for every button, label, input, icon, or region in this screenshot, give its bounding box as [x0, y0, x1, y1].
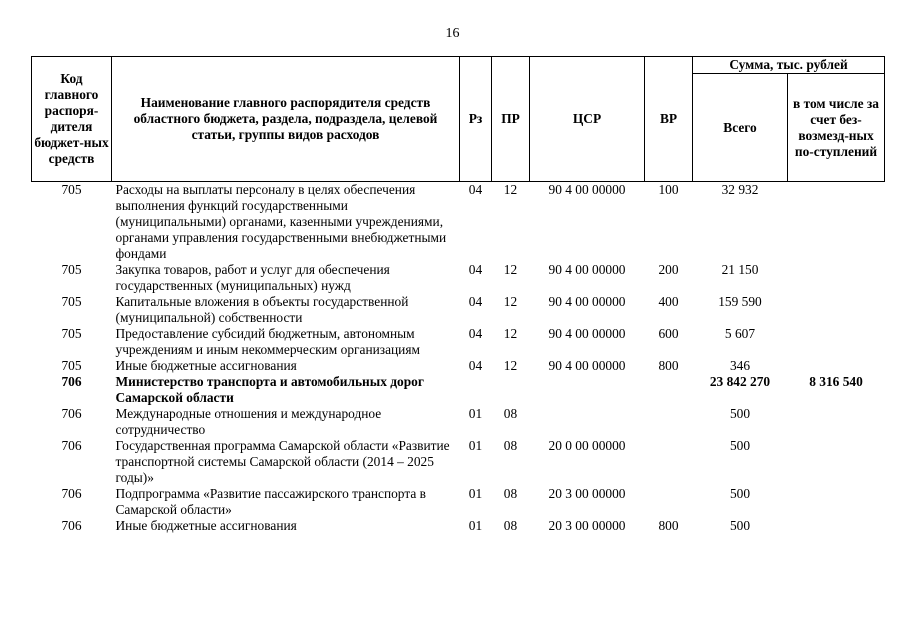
- cell-free: [788, 518, 885, 534]
- table-row: [32, 374, 885, 406]
- cell-vr: 200: [658, 262, 679, 277]
- cell-rz: 04: [468, 358, 483, 373]
- header-sum: Сумма, тыс. рублей: [693, 57, 885, 74]
- cell-pr: 12: [503, 262, 518, 277]
- cell-csr: 90 4 00 00000: [548, 262, 626, 277]
- cell-csr: 20 3 00 00000: [548, 486, 626, 501]
- cell-free: [788, 438, 885, 486]
- table-row: [32, 406, 885, 438]
- cell-code: 705: [61, 182, 82, 197]
- cell-rz: 01: [468, 406, 483, 421]
- cell-pr: 08: [503, 406, 518, 421]
- cell-vr: 600: [658, 326, 679, 341]
- table-row: [32, 438, 885, 486]
- cell-total: 32 932: [721, 182, 759, 197]
- cell-pr: [492, 374, 530, 406]
- cell-total: 500: [729, 518, 751, 533]
- table-header: [32, 57, 885, 182]
- cell-rz: 01: [468, 438, 483, 453]
- cell-name: Международные отношения и международное сотрудничество: [115, 406, 382, 437]
- cell-name: Расходы на выплаты персоналу в целях обеспечения выполнения функций государственными (муниципальными) органами, казенными учреждениями, органами управления государственными внебюджетными фондами: [115, 182, 447, 261]
- cell-vr: 100: [658, 182, 679, 197]
- table-row: [32, 486, 885, 518]
- header-free: в том числе за счет без-возмезд-ных по-ступлений: [788, 74, 885, 182]
- cell-free: [788, 182, 885, 263]
- cell-rz: 04: [468, 294, 483, 309]
- cell-rz: 04: [468, 262, 483, 277]
- cell-pr: 12: [503, 182, 518, 197]
- table-row: [32, 326, 885, 358]
- cell-name: Министерство транспорта и автомобильных дорог Самарской области: [115, 374, 424, 405]
- cell-vr: [645, 438, 693, 486]
- cell-name: Капитальные вложения в объекты государственной (муниципальной) собственности: [115, 294, 409, 325]
- cell-csr: 90 4 00 00000: [548, 294, 626, 309]
- cell-name: Подпрограмма «Развитие пассажирского транспорта в Самарской области»: [115, 486, 426, 517]
- cell-total: 159 590: [718, 294, 762, 309]
- cell-pr: 12: [503, 358, 518, 373]
- budget-table: [31, 56, 885, 534]
- cell-free: [788, 406, 885, 438]
- header-code: Код главного распоря-дителя бюджет-ных средств: [32, 57, 112, 182]
- cell-total: 500: [729, 406, 751, 421]
- table-row: [32, 518, 885, 534]
- table-row: [32, 358, 885, 374]
- header-csr: ЦСР: [530, 57, 645, 182]
- cell-vr: [645, 374, 693, 406]
- cell-vr: [645, 486, 693, 518]
- cell-free: 8 316 540: [809, 374, 863, 389]
- table-row: [32, 182, 885, 263]
- cell-total: 500: [729, 486, 751, 501]
- cell-vr: 800: [658, 358, 679, 373]
- cell-free: [788, 262, 885, 294]
- cell-pr: 12: [503, 326, 518, 341]
- cell-name: Предоставление субсидий бюджетным, автономным учреждениям и иным некоммерческим организациям: [115, 326, 420, 357]
- cell-vr: 800: [658, 518, 679, 533]
- cell-rz: [460, 374, 492, 406]
- cell-csr: 20 3 00 00000: [548, 518, 626, 533]
- table-row: [32, 294, 885, 326]
- cell-total: 500: [729, 438, 751, 453]
- header-total: Всего: [693, 74, 788, 182]
- cell-pr: 12: [503, 294, 518, 309]
- cell-rz: 01: [468, 486, 483, 501]
- cell-csr: [530, 374, 645, 406]
- header-name: Наименование главного распорядителя средств областного бюджета, раздела, подраздела, целевой статьи, группы видов расходов: [112, 57, 460, 182]
- cell-code: 705: [61, 358, 82, 373]
- cell-code: 705: [61, 326, 82, 341]
- cell-code: 706: [61, 406, 82, 421]
- cell-code: 705: [61, 262, 82, 277]
- cell-csr: 90 4 00 00000: [548, 358, 626, 373]
- cell-total: 346: [729, 358, 751, 373]
- cell-rz: 01: [468, 518, 483, 533]
- cell-csr: [530, 406, 645, 438]
- table-row: [32, 262, 885, 294]
- cell-name: Иные бюджетные ассигнования: [115, 518, 297, 533]
- cell-code: 706: [61, 438, 82, 453]
- cell-total: 21 150: [721, 262, 759, 277]
- cell-name: Иные бюджетные ассигнования: [115, 358, 297, 373]
- cell-pr: 08: [503, 438, 518, 453]
- page-number: 16: [445, 26, 460, 41]
- cell-total: 23 842 270: [709, 374, 771, 389]
- cell-rz: 04: [468, 326, 483, 341]
- table-body: [32, 182, 885, 535]
- cell-total: 5 607: [724, 326, 756, 341]
- cell-free: [788, 294, 885, 326]
- cell-name: Закупка товаров, работ и услуг для обеспечения государственных (муниципальных) нужд: [115, 262, 390, 293]
- cell-rz: 04: [468, 182, 483, 197]
- cell-csr: 90 4 00 00000: [548, 326, 626, 341]
- cell-code: 706: [61, 374, 82, 389]
- cell-code: 705: [61, 294, 82, 309]
- cell-name: Государственная программа Самарской области «Развитие транспортной системы Самарской области (2014 – 2025 годы)»: [115, 438, 450, 485]
- header-rz: Рз: [460, 57, 492, 182]
- cell-vr: 400: [658, 294, 679, 309]
- cell-csr: 20 0 00 00000: [548, 438, 626, 453]
- cell-code: 706: [61, 518, 82, 533]
- cell-free: [788, 358, 885, 374]
- cell-pr: 08: [503, 518, 518, 533]
- cell-pr: 08: [503, 486, 518, 501]
- header-pr: ПР: [492, 57, 530, 182]
- cell-code: 706: [61, 486, 82, 501]
- cell-vr: [645, 406, 693, 438]
- cell-free: [788, 486, 885, 518]
- cell-csr: 90 4 00 00000: [548, 182, 626, 197]
- cell-free: [788, 326, 885, 358]
- header-vr: ВР: [645, 57, 693, 182]
